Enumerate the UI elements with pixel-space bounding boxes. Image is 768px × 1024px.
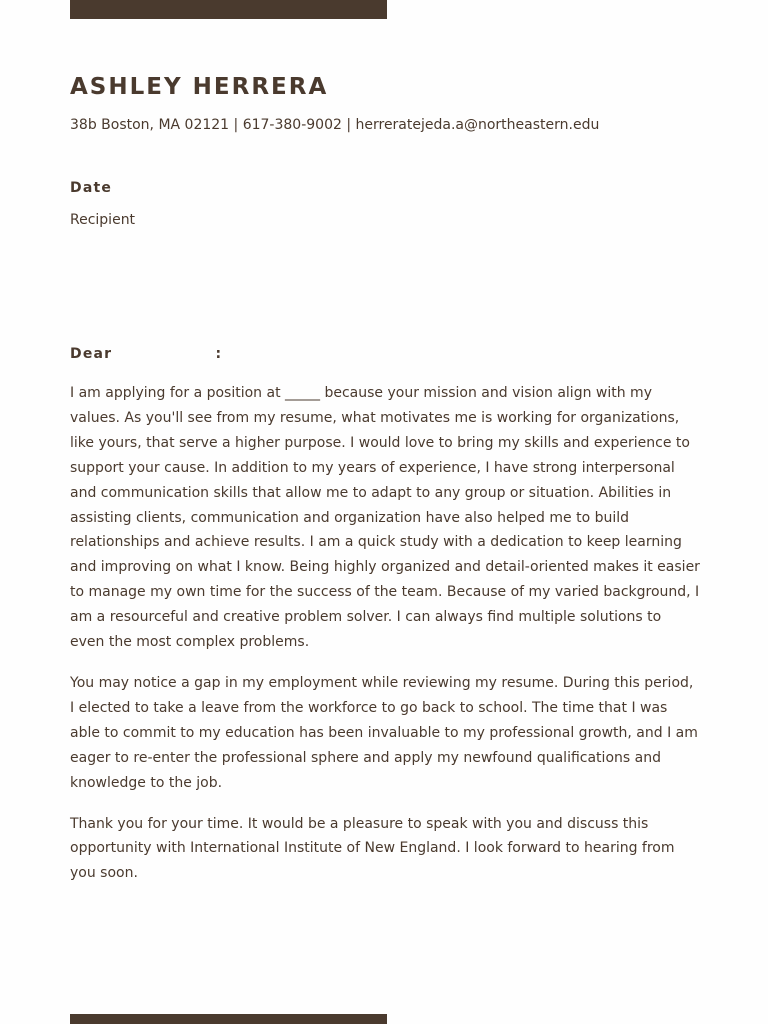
recipient-label: Recipient <box>70 212 136 228</box>
date-label: Date <box>70 180 113 196</box>
bottom-accent-bar <box>70 1014 387 1024</box>
applicant-name: ASHLEY HERRERA <box>70 74 329 100</box>
contact-info: 38b Boston, MA 02121 | 617-380-9002 | herreratejeda.a@northeastern.edu <box>70 117 600 133</box>
salutation: Dear : <box>70 346 223 362</box>
body-paragraph-1: I am applying for a position at _____ because your mission and vision align with my values. As you'll see from my resume, what motivates me is working for organizations, like yours, that serve a higher purpose. I would love to bring my skills and experience to support your cause. In addition to my years of experience, I have strong interpersonal and communication skills that allow me to adapt to any group or situation. Abilities in assisting clients, communication and organization have also helped me to build relationships and achieve results. I am a quick study with a dedication to keep learning and improving on what I know. Being highly organized and detail-oriented makes it easier to manage my own time for the success of the team. Because of my varied background, I am a resourceful and creative problem solver. I can always find multiple solutions to even the most complex problems. <box>70 385 700 651</box>
letter-body <box>70 381 700 902</box>
body-paragraph-2: You may notice a gap in my employment while reviewing my resume. During this period, I elected to take a leave from the workforce to go back to school. The time that I was able to commit to my education has been invaluable to my professional growth, and I am eager to re-enter the professional sphere and apply my newfound qualifications and knowledge to the job. <box>70 674 698 791</box>
body-paragraph-3: Thank you for your time. It would be a pleasure to speak with you and discuss this opportunity with International Institute of New England. I look forward to hearing from you soon. <box>70 815 675 882</box>
top-accent-bar <box>70 0 387 19</box>
